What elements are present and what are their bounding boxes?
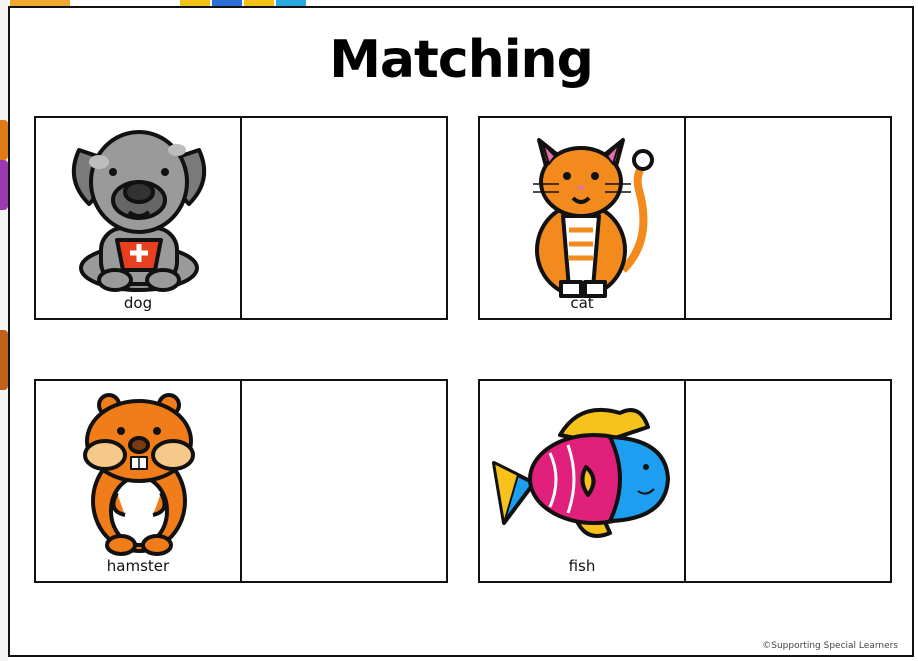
- match-drop-zone[interactable]: [686, 381, 890, 581]
- match-card-fish: [478, 379, 892, 583]
- picture-cell: [36, 381, 242, 581]
- picture-label: dog: [123, 294, 153, 312]
- worksheet-title: Matching: [329, 30, 593, 90]
- background-clipart-fragment: [0, 120, 8, 160]
- match-drop-zone[interactable]: [686, 118, 890, 318]
- picture-cell: [480, 118, 686, 318]
- hamster-icon: [59, 383, 219, 561]
- background-clipart-fragment: [0, 330, 8, 390]
- picture-label: cat: [570, 294, 594, 312]
- match-drop-zone[interactable]: [242, 118, 446, 318]
- cat-icon: [503, 120, 663, 298]
- matching-worksheet: [8, 6, 914, 657]
- background-clipart-fragment: [0, 160, 8, 210]
- background-page-edge: [0, 0, 8, 661]
- picture-cell: [36, 118, 242, 318]
- match-card-hamster: [34, 379, 448, 583]
- match-card-dog: [34, 116, 448, 320]
- fish-icon: [490, 383, 670, 561]
- copyright-notice: ©Supporting Special Learners: [762, 641, 898, 651]
- match-card-cat: [478, 116, 892, 320]
- picture-label: fish: [568, 557, 596, 575]
- dog-icon: [59, 120, 219, 298]
- picture-cell: [480, 381, 686, 581]
- picture-label: hamster: [106, 557, 170, 575]
- match-drop-zone[interactable]: [242, 381, 446, 581]
